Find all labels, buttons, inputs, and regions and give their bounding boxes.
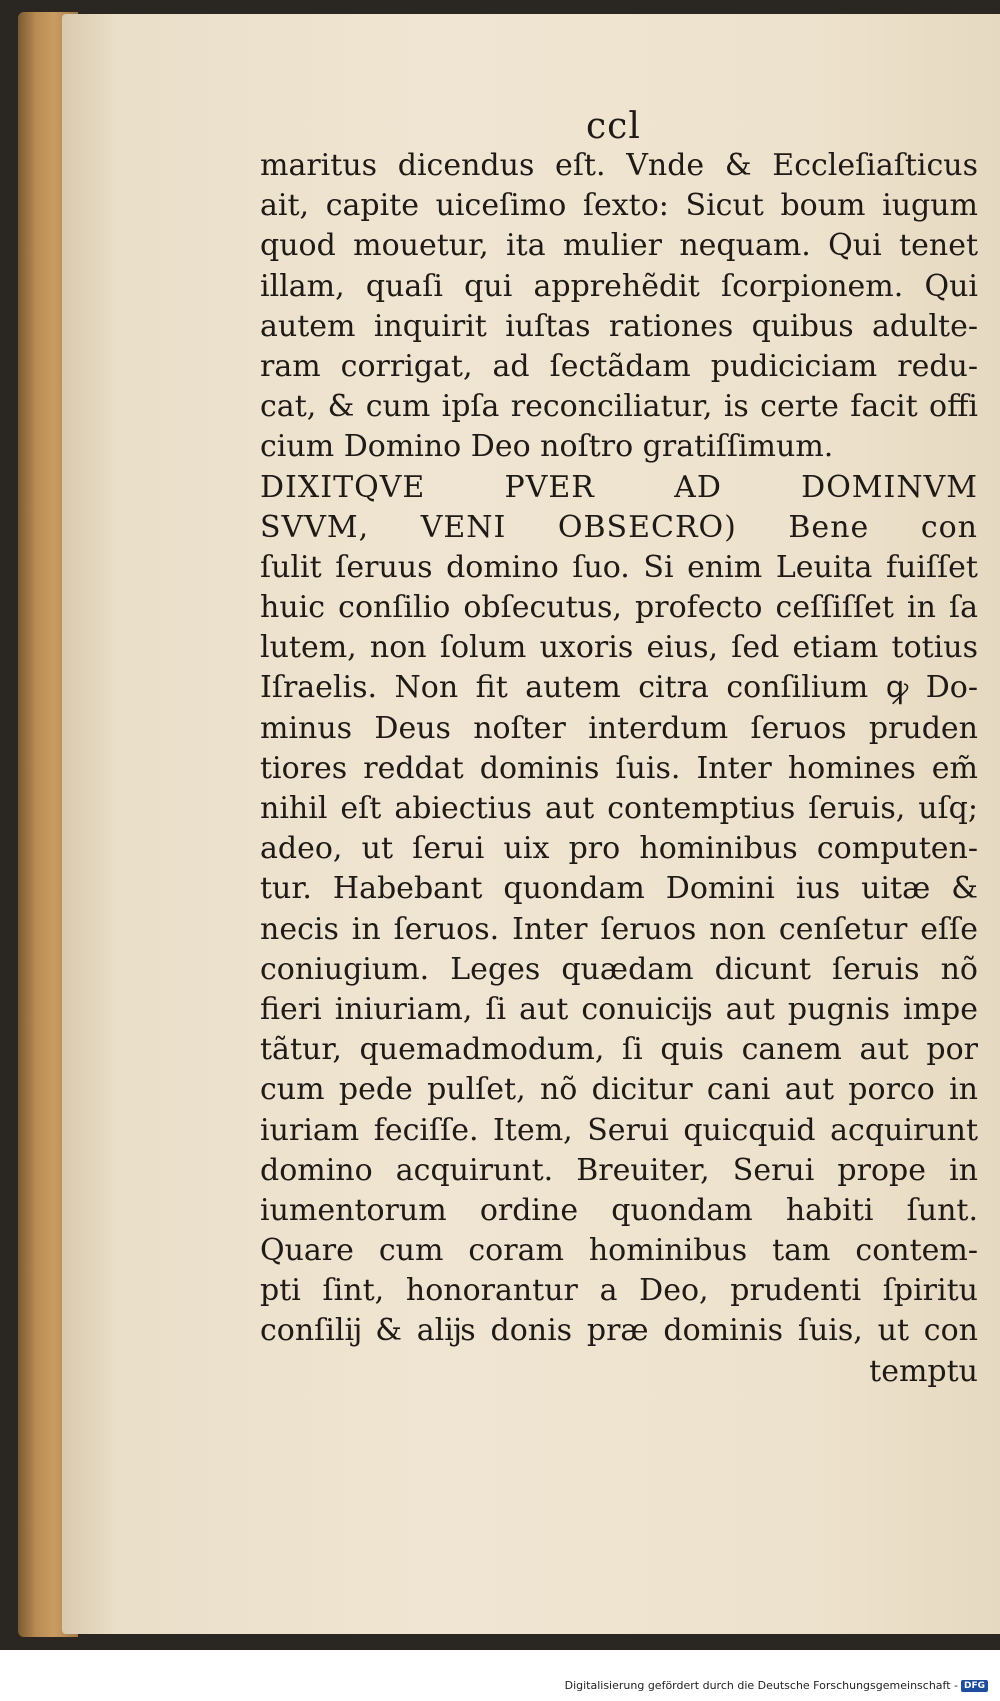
text-line: adeo, ut ſerui uix pro hominibus computen- (260, 831, 978, 867)
dfg-logo: DFG (961, 1680, 988, 1692)
text-line: conſilĳ & alĳs donis præ dominis ſuis, ut con (260, 1313, 978, 1349)
text-line: Iſraelis. Non fit autem citra conſilium ꝙ Do- (260, 670, 978, 706)
text-line: tiores reddat dominis ſuis. Inter homines em̃ (260, 750, 978, 786)
text-line: autem inquirit iuſtas rationes quibus adulte- (260, 308, 978, 344)
text-line: tur. Habebant quondam Domini ius uitæ & (260, 871, 978, 907)
section-heading-line: SVVM, VENI OBSECRO) Bene con (260, 509, 978, 545)
text-line: minus Deus noſter interdum ſeruos pruden (260, 710, 978, 746)
text-line: ſulit ſeruus domino ſuo. Si enim Leuita fuiſſet (260, 549, 978, 585)
credit-bar (0, 1650, 1000, 1701)
text-line: cat, & cum ipſa reconciliatur, is certe facit offi (260, 389, 978, 425)
text-line: maritus dicendus eſt. Vnde & Eccleſiaſticus (260, 148, 978, 183)
text-line: iuriam feciſſe. Item, Serui quicquid acquirunt (260, 1112, 978, 1148)
text-block (260, 146, 978, 1392)
text-line: cum pede pulſet, nõ dicitur cani aut porco in (260, 1072, 978, 1108)
text-line: lutem, non ſolum uxoris eius, ſed etiam totius (260, 630, 978, 666)
folio-number: ccl (586, 106, 641, 147)
text-line: ram corrigat, ad ſectãdam pudiciciam redu- (260, 348, 978, 384)
credit-text: Digitalisierung gefördert durch die Deutsche Forschungsgemeinschaft - (564, 1679, 958, 1692)
text-line: pti ſint, honorantur a Deo, prudenti ſpiritu (260, 1273, 978, 1309)
text-line: tãtur, quemadmodum, ſi quis canem aut por (260, 1032, 978, 1068)
text-line: quod mouetur, ita mulier nequam. Qui tenet (260, 228, 978, 264)
text-line: fieri iniuriam, ſi aut conuicĳs aut pugnis impe (260, 991, 978, 1027)
text-line: ait, capite uiceſimo ſexto: Sicut boum iugum (260, 188, 978, 224)
catchword: temptu (869, 1353, 978, 1389)
text-line: illam, quaſi qui apprehẽdit ſcorpionem. Qui (260, 268, 978, 304)
text-line: coniugium. Leges quædam dicunt ſeruis nõ (260, 951, 978, 987)
text-line: cium Domino Deo noſtro gratiſſimum. (260, 429, 834, 465)
text-line: domino acquirunt. Breuiter, Serui prope in (260, 1152, 978, 1188)
text-line: nihil eſt abiectius aut contemptius ſeruis, uſq; (260, 791, 978, 826)
text-line: necis in ſeruos. Inter ſeruos non cenſetur eſſe (260, 911, 978, 947)
text-line: Quare cum coram hominibus tam contem- (260, 1233, 978, 1269)
section-heading-line: DIXITQVE PVER AD DOMINVM (260, 469, 978, 505)
text-line: iumentorum ordine quondam habiti ſunt. (260, 1192, 978, 1228)
text-line: huic conſilio obſecutus, profecto ceſſiſſet in ſa (260, 590, 978, 626)
funding-credit (565, 1679, 988, 1692)
